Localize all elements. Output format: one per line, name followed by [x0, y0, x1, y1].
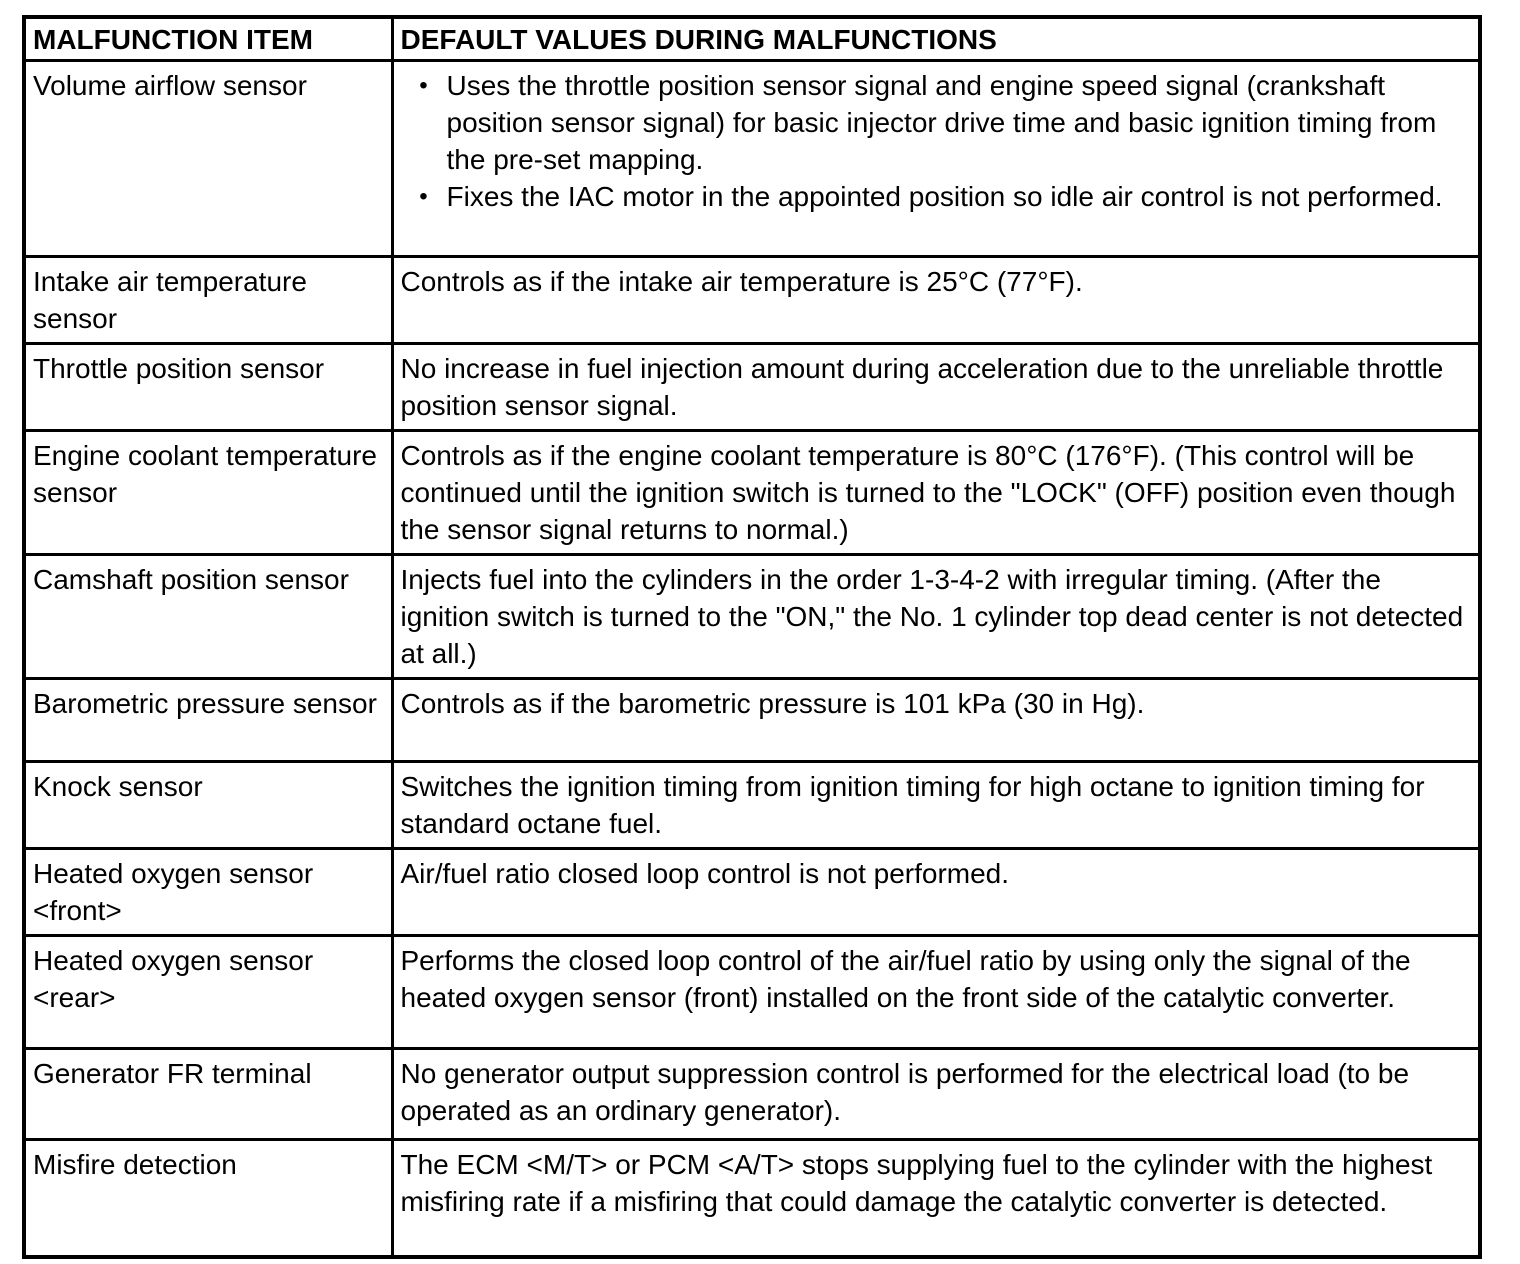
- bullet-text: Uses the throttle position sensor signal and engine speed signal (crankshaft position sensor signal) for basic injector drive time and basic ignition timing from the pre-set mapping.: [446, 70, 1437, 175]
- malfunction-item-cell: Generator FR terminal: [24, 1049, 392, 1140]
- malfunction-item-cell: Engine coolant temperature sensor: [24, 431, 392, 555]
- default-value-cell: No generator output suppression control is performed for the electrical load (to be operated as an ordinary generator).: [392, 1049, 1480, 1140]
- table-row: [24, 1049, 1480, 1140]
- table-row: [24, 849, 1480, 936]
- column-header-malfunction-item: MALFUNCTION ITEM: [24, 17, 392, 61]
- table-row: [24, 555, 1480, 679]
- malfunction-default-values-table: [22, 15, 1482, 1259]
- malfunction-item-cell: Intake air temperature sensor: [24, 257, 392, 344]
- malfunction-item-cell: Knock sensor: [24, 762, 392, 849]
- table-row: [24, 61, 1480, 257]
- malfunction-item-cell: Barometric pressure sensor: [24, 679, 392, 762]
- bullet-list-item: [401, 178, 1471, 215]
- default-value-cell: Controls as if the engine coolant temperature is 80°C (176°F). (This control will be continued until the ignition switch is turned to the "LOCK" (OFF) position even though the sensor signal returns to normal.): [392, 431, 1480, 555]
- default-value-cell: The ECM <M/T> or PCM <A/T> stops supplying fuel to the cylinder with the highest misfiring rate if a misfiring that could damage the catalytic converter is detected.: [392, 1140, 1480, 1257]
- default-value-cell: Controls as if the intake air temperature is 25°C (77°F).: [392, 257, 1480, 344]
- default-value-cell: Performs the closed loop control of the air/fuel ratio by using only the signal of the heated oxygen sensor (front) installed on the front side of the catalytic converter.: [392, 936, 1480, 1049]
- table-row: [24, 344, 1480, 431]
- malfunction-item-cell: Throttle position sensor: [24, 344, 392, 431]
- table-row: [24, 431, 1480, 555]
- default-value-cell: No increase in fuel injection amount during acceleration due to the unreliable throttle position sensor signal.: [392, 344, 1480, 431]
- table-row: [24, 679, 1480, 762]
- bullet-list-item: [401, 67, 1471, 178]
- malfunction-item-cell: Misfire detection: [24, 1140, 392, 1257]
- table-row: [24, 1140, 1480, 1257]
- table-header-row: [24, 17, 1480, 61]
- default-value-cell: Injects fuel into the cylinders in the order 1-3-4-2 with irregular timing. (After the ignition switch is turned to the "ON," the No. 1 cylinder top dead center is not detected at all.): [392, 555, 1480, 679]
- malfunction-item-cell: Volume airflow sensor: [24, 61, 392, 257]
- default-value-cell: Controls as if the barometric pressure is 101 kPa (30 in Hg).: [392, 679, 1480, 762]
- malfunction-item-cell: Camshaft position sensor: [24, 555, 392, 679]
- table-row: [24, 257, 1480, 344]
- column-header-default-values: DEFAULT VALUES DURING MALFUNCTIONS: [392, 17, 1480, 61]
- table-row: [24, 936, 1480, 1049]
- malfunction-item-cell: Heated oxygen sensor <front>: [24, 849, 392, 936]
- default-value-cell: [392, 61, 1480, 257]
- malfunction-item-cell: Heated oxygen sensor <rear>: [24, 936, 392, 1049]
- bullet-text: Fixes the IAC motor in the appointed position so idle air control is not performed.: [446, 181, 1443, 212]
- bullet-icon: [401, 67, 447, 104]
- table-row: [24, 762, 1480, 849]
- default-value-cell: Switches the ignition timing from ignition timing for high octane to ignition timing for standard octane fuel.: [392, 762, 1480, 849]
- default-value-cell: Air/fuel ratio closed loop control is not performed.: [392, 849, 1480, 936]
- bullet-icon: [401, 178, 447, 215]
